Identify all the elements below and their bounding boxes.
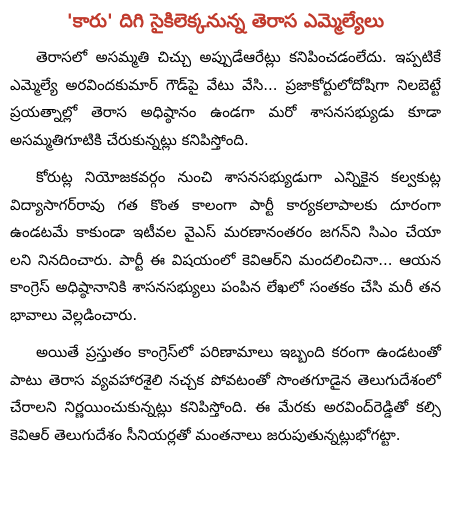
article-paragraph-1: తెరాసలో అసమ్మతి చిచ్చు అప్పుడేఆరేట్లు కనిపించడంలేదు. ఇప్పటికే ఎమ్మెల్యే అరవిందకుమార్ గౌడ్‌పై వేటు వేసి... ప్రజాకోర్టులోదోషిగా నిలబెట్టే ప్రయత్నాల్లో తెరాస అధిష్ఠానం ఉండగా మరో శాసనసభ్యుడు కూడా అసమ్మతిగూటికి చేరుకున్నట్లు కనిపిస్తోంది. bbox=[10, 48, 441, 149]
article-headline: 'కారు' దిగి సైకిలెక్కనున్న తెరాస ఎమ్మెల్యేలు bbox=[66, 10, 385, 32]
article-paragraph-3: అయితే ప్రస్తుతం కాంగ్రెస్‌లో పరిణామాలు ఇబ్బంది కరంగా ఉండటంతో పాటు తెరాస వ్యవహారశైలి నచ్చక పోవటంతో సొంతగూడైన తెలుగుదేశంలో చేరాలని నిర్ణయించుకున్నట్లు కనిపిస్తోంది. ఈ మేరకు అరవింద్‌రెడ్డితో కల్సి కెవిఆర్ తెలుగుదేశం సీనియర్లతో మంతనాలు జరుపుతున్నట్లుభోగట్టా. bbox=[10, 343, 441, 444]
article-paragraph-2: కోరుట్ల నియోజకవర్గం నుంచి శాసనసభ్యుడుగా ఎన్నికైన కల్వకుట్ల విద్యాసాగర్‌రావు గత కొంత కాలంగా పార్టీ కార్యకలాపాలకు దూరంగా ఉండటమే కాకుండా ఇటీవల వైఎస్ మరణానంతరం జగన్‌ని సిఎం చేయా లని నినదించారు. పార్టీ ఈ విషయంలో కెవిఆర్‌ని మందలించినా... ఆయన కాంగ్రెస్ అధిష్ఠానానికి శాసనసభ్యులు పంపిన లేఖలో సంతకం చేసి మరీ తన భావాలు వెల్లడించారు. bbox=[10, 168, 441, 324]
